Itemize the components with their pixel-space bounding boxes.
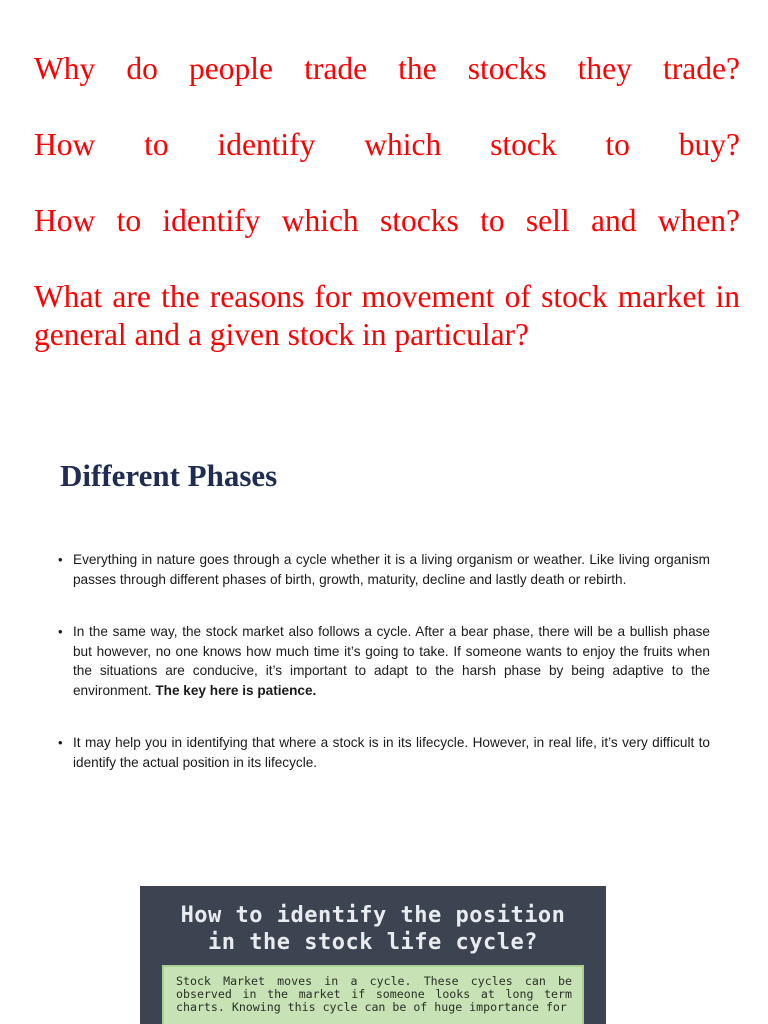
bullet-dot: • [58, 552, 63, 567]
infographic-title-line-2: in the stock life cycle? [208, 930, 538, 955]
question-3: How to identify which stocks to sell and when? [34, 203, 740, 238]
bullet-item [58, 622, 710, 700]
infographic-image [140, 886, 606, 1024]
question-1: Why do people trade the stocks they trade? [34, 51, 740, 86]
bullet-text: It may help you in identifying that where a stock is in its lifecycle. However, in real life, it’s very difficult to identify the actual position in its lifecycle. [73, 735, 710, 770]
bullet-dot: • [58, 735, 63, 750]
question-4: What are the reasons for movement of stock market in general and a given stock in particular? [34, 279, 740, 352]
infographic-title [140, 902, 606, 956]
question-2: How to identify which stock to buy? [34, 127, 740, 162]
infographic-text-box [162, 965, 584, 1024]
bullet-text: In the same way, the stock market also follows a cycle. After a bear phase, there will be a bullish phase but however, no one knows how much time it’s going to take. If someone wants to enjoy the fruits when the situations are conducive, it’s important to adapt to the harsh phase by being adaptive to the environment. [73, 624, 710, 698]
infographic-title-line-1: How to identify the position [180, 903, 566, 928]
questions-slide [34, 50, 740, 392]
bullet-item [58, 550, 710, 589]
bullet-bold-text: The key here is patience. [155, 682, 317, 698]
slide-title: Different Phases [60, 458, 278, 493]
bullet-dot: • [58, 624, 63, 639]
infographic-body-text: Stock Market moves in a cycle. These cycles can be observed in the market if someone looks at long term charts. Knowing this cycle can be of huge importance for [176, 974, 572, 1014]
bullet-item [58, 733, 710, 772]
bullet-list [58, 550, 710, 805]
bullet-text: Everything in nature goes through a cycle whether it is a living organism or weather. Like living organism passes through different phases of birth, growth, maturity, decline and lastly death or rebirth. [73, 552, 710, 587]
